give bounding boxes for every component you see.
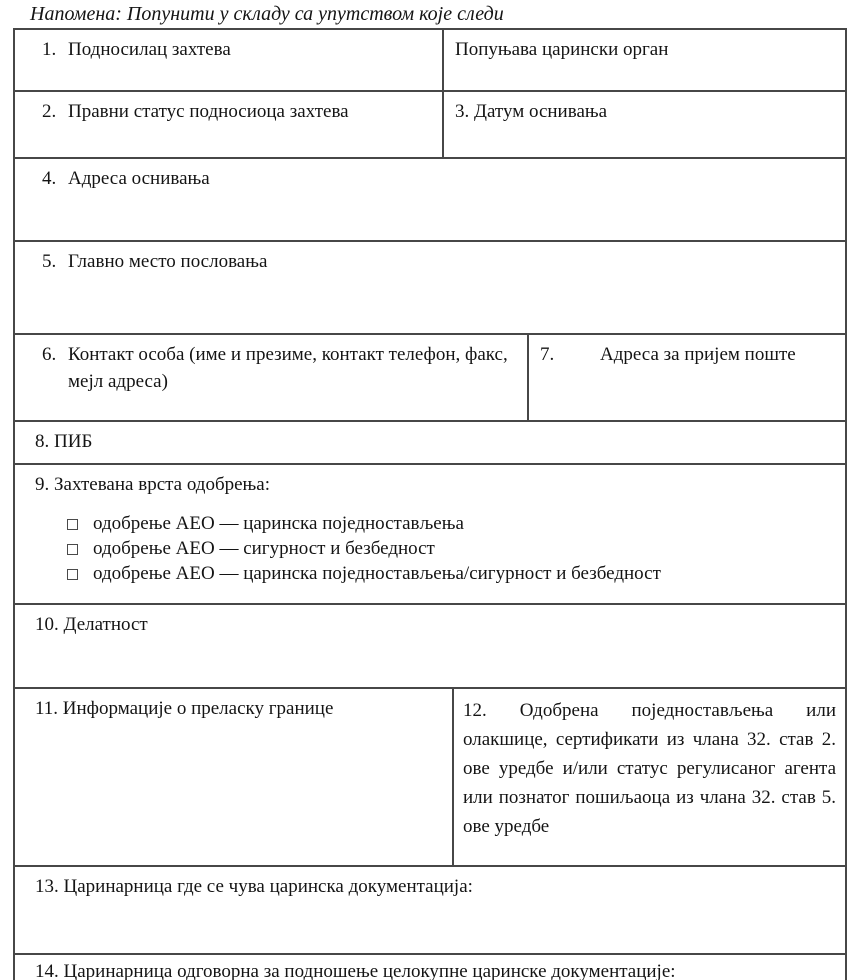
checkbox-icon[interactable]	[67, 569, 78, 580]
field-number: 2.	[42, 101, 57, 122]
field-8-tax-id: 8. ПИБ	[35, 431, 93, 452]
field-12-granted-simplifications	[454, 689, 845, 865]
field-12-line: олакшице, сертификати из члана 32. став 2.	[463, 729, 836, 750]
option-aeo-customs-simplifications	[67, 511, 837, 536]
field-6-contact-person	[15, 335, 529, 420]
field-11-border-crossing-info: 11. Информације о преласку границе	[15, 689, 454, 865]
table-row	[15, 465, 845, 605]
table-row	[15, 159, 845, 242]
option-aeo-combined	[67, 561, 837, 586]
field-label: Правни статус подносиоца захтева	[68, 101, 349, 122]
option-label: одобрење АЕО — сигурност и безбедност	[93, 538, 435, 559]
table-row	[15, 335, 845, 422]
field-7-mailing-address	[529, 335, 845, 420]
checkbox-icon[interactable]	[67, 519, 78, 530]
field-label: Адреса за пријем поште	[600, 344, 796, 365]
field-3-date-of-establishment: 3. Датум оснивања	[455, 101, 608, 122]
field-14-customs-office-responsible: 14. Царинарница одговорна за подношење целокупне царинске документације:	[35, 961, 676, 980]
form-note: Напомена: Попунити у складу са упутством које следи	[30, 3, 504, 25]
field-number: 5.	[42, 251, 57, 272]
table-row	[15, 30, 845, 92]
field-9-authorisation-type	[15, 465, 845, 603]
option-label: одобрење АЕО — царинска поједностављења/сигурност и безбедност	[93, 563, 661, 584]
aeo-request-form-table	[13, 28, 847, 980]
authorisation-options	[35, 511, 837, 586]
field-label: Адреса оснивања	[68, 168, 210, 189]
table-row	[15, 242, 845, 335]
checkbox-icon[interactable]	[67, 544, 78, 555]
field-12-line: или познатог пошиљаоца из члана 32. став 5.	[463, 787, 836, 808]
field-label: Подносилац захтева	[68, 39, 231, 60]
field-number: 7.	[540, 344, 555, 365]
table-row	[15, 955, 845, 980]
field-number: 4.	[42, 168, 57, 189]
field-12-line: ове уредбе и/или статус регулисаног агента	[463, 758, 836, 779]
field-number: 6.	[42, 344, 57, 365]
field-number: 1.	[42, 39, 57, 60]
field-12-line: ове уредбе	[463, 816, 550, 837]
table-row	[15, 867, 845, 955]
table-row	[15, 689, 845, 867]
field-1-applicant	[15, 30, 444, 90]
field-13-customs-office-documentation: 13. Царинарница где се чува царинска документација:	[35, 876, 473, 897]
field-12-line: 12. Одобрена поједностављења или	[463, 700, 836, 721]
option-label: одобрење АЕО — царинска поједностављења	[93, 513, 464, 534]
field-10-business-activity: 10. Делатност	[35, 614, 148, 635]
field-4-address-of-establishment	[15, 159, 845, 240]
option-aeo-security-safety	[67, 536, 837, 561]
field-label: Главно место пословања	[68, 251, 268, 272]
table-row	[15, 422, 845, 465]
field-label: 9. Захтевана врста одобрења:	[35, 474, 271, 495]
field-2-legal-status	[15, 92, 444, 157]
field-5-main-place-of-business	[15, 242, 845, 333]
field-customs-authority-use: Попуњава царински орган	[455, 39, 669, 60]
table-row	[15, 605, 845, 689]
table-row	[15, 92, 845, 159]
field-label: Контакт особа (име и презиме, контакт телефон, факс, мејл адреса)	[68, 344, 508, 392]
